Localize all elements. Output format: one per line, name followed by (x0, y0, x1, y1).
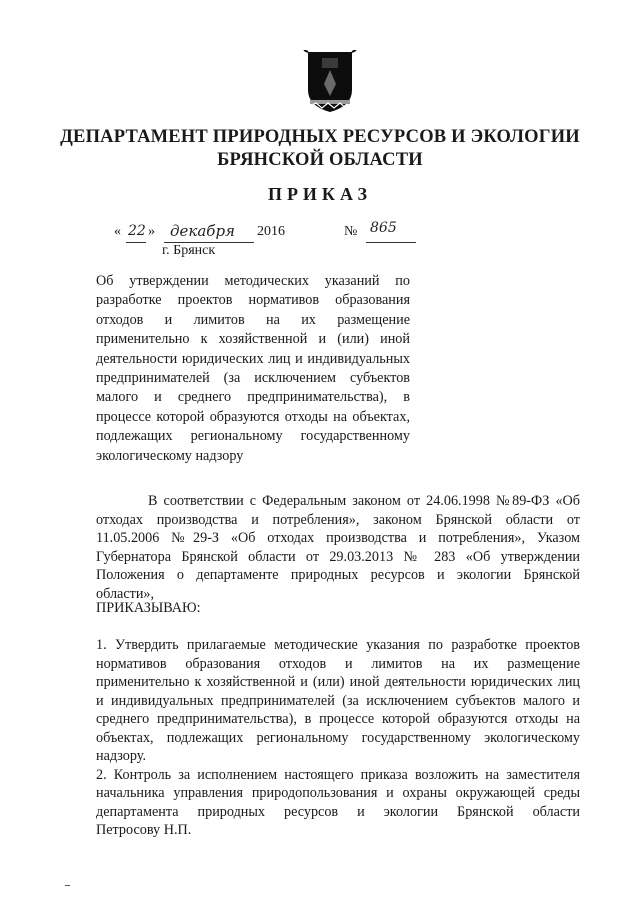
document-type-title: ПРИКАЗ (267, 184, 373, 204)
date-month: декабря (170, 222, 235, 240)
number-sign: № (344, 224, 358, 239)
coat-of-arms-icon (302, 50, 358, 114)
item-line: применительно к хозяйственной и (или) иной деятельности юридических лиц (96, 674, 580, 690)
subject-line: отходов и лимитов на их размещение (96, 311, 410, 328)
subject-line: процессе которой образуются отходы на объектах, (96, 408, 410, 425)
department-title-line1: ДЕПАРТАМЕНТ ПРИРОДНЫХ РЕСУРСОВ И ЭКОЛОГИИ (60, 127, 580, 147)
item-line: начальника управления природопользования и охраны окружающей среды (96, 785, 580, 801)
preamble-line: В соответствии с Федеральным законом от 24.06.1998 №89-ФЗ «Об (148, 493, 580, 509)
item-line: департамента природных ресурсов и экологии Брянской области (96, 803, 580, 820)
day-underline (126, 242, 146, 243)
order-directive: ПРИКАЗЫВАЮ: (96, 600, 201, 616)
department-title-line2: БРЯНСКОЙ ОБЛАСТИ (217, 150, 423, 170)
date-day: 22 (128, 223, 146, 239)
preamble-line: Положения о департаменте природных ресурсов и экологии Брянской (96, 567, 580, 583)
subject-line: применительно к хозяйственной и (или) иной (96, 331, 410, 348)
department-title (60, 126, 580, 172)
date-year: 2016 (257, 224, 285, 239)
subject-line: Об утверждении методических указаний по (96, 273, 410, 289)
item-line: объектах, подлежащих региональному государственному экологическому (96, 729, 580, 746)
item-line: среднего предпринимательства), в процессе которой образуются отходы на (96, 711, 580, 727)
preamble-line: Губернатора Брянской области от 29.03.2013 № 283 «Об утверждении (96, 548, 580, 565)
subject-line: деятельности юридических лиц и индивидуальных (96, 350, 410, 367)
item-line: 2. Контроль за исполнением настоящего приказа возложить на заместителя (96, 766, 580, 783)
preamble-line: 11.05.2006 №29-З «Об отходах производства и потребления», Указом (96, 530, 580, 546)
scan-mark (65, 885, 70, 886)
preamble-line: области», (96, 585, 155, 602)
subject-line: подлежащих региональному государственному (96, 428, 410, 445)
number-underline (366, 242, 416, 243)
subject-block (96, 272, 410, 466)
date-open-quote: « (114, 224, 121, 239)
item-line: 1. Утвердить прилагаемые методические указания по разработке проектов (96, 637, 580, 653)
preamble-paragraph (96, 492, 580, 603)
subject-line: малого и среднего предпринимательства), в (96, 389, 410, 406)
subject-line: предпринимателей (за исключением субъектов (96, 370, 410, 387)
subject-line: разработке проектов нормативов образования (96, 292, 410, 309)
city-name: г. Брянск (162, 243, 216, 258)
order-items (96, 636, 580, 840)
item-line: нормативов образования отходов и лимитов на их размещение (96, 655, 580, 672)
item-line: надзору. (96, 748, 147, 764)
order-number: 865 (370, 220, 397, 236)
item-line: и индивидуальных предпринимателей (за исключением субъектов малого и (96, 692, 580, 709)
subject-line: экологическому надзору (96, 447, 244, 464)
date-close-quote: » (148, 224, 155, 239)
preamble-line: отходах производства и потребления», законом Брянской области от (96, 511, 580, 528)
item-line: Петросову Н.П. (96, 822, 192, 838)
